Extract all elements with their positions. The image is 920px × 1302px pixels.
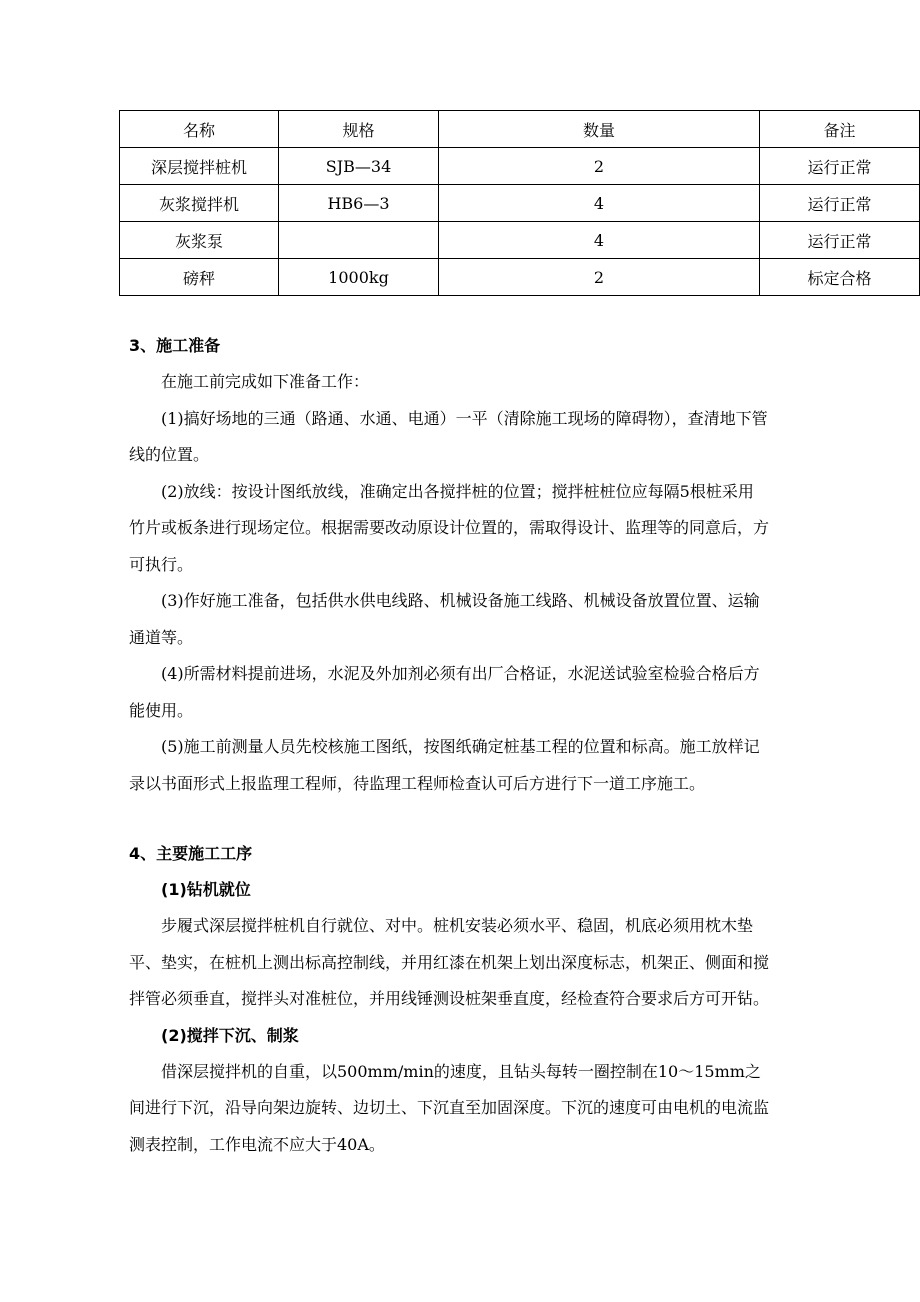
table-row	[120, 148, 920, 185]
cell-spec: 1000kg	[279, 259, 439, 296]
table-row	[120, 259, 920, 296]
step-2-heading: (2)搅拌下沉、制浆	[161, 1025, 299, 1045]
prep-item-3: (3)作好施工准备，包括供水供电线路、机械设备施工线路、机械设备放置位置、运输通道等。	[129, 591, 760, 647]
cell-name: 灰浆泵	[120, 222, 279, 259]
cell-spec: HB6—3	[279, 185, 439, 222]
cell-quantity: 4	[439, 185, 760, 222]
step-2-text: 借深层搅拌机的自重，以500mm/min的速度，且钻头每转一圈控制在10～15mm之间进行下沉，沿导向架边旋转、边切土、下沉直至加固深度。下沉的速度可由电机的电流监测表控制，工作电流不应大于40A。	[129, 1061, 770, 1154]
equipment-table	[119, 110, 920, 296]
section-4-heading: 4、主要施工工序	[129, 844, 253, 863]
section-3-heading: 3、施工准备	[129, 336, 221, 355]
table-row	[120, 185, 920, 222]
header-name: 名称	[120, 111, 279, 148]
cell-remark: 运行正常	[760, 222, 920, 259]
cell-quantity: 2	[439, 259, 760, 296]
cell-spec: SJB—34	[279, 148, 439, 185]
section-3-intro: 在施工前完成如下准备工作：	[161, 372, 370, 391]
step-1-heading: (1)钻机就位	[161, 880, 251, 899]
prep-item-1: (1)搞好场地的三通（路通、水通、电通）一平（清除施工现场的障碍物），查清地下管线的位置。	[129, 408, 768, 464]
step-1-text: 步履式深层搅拌桩机自行就位、对中。桩机安装必须水平、稳固，机底必须用枕木垫平、垫实，在桩机上测出标高控制线，并用红漆在机架上划出深度标志，机架正、侧面和搅拌管必须垂直，搅拌头对准桩位，并用线锤测设桩架垂直度，经检查符合要求后方可开钻。	[129, 916, 770, 1008]
cell-name: 磅秤	[120, 259, 279, 296]
cell-quantity: 4	[439, 222, 760, 259]
cell-name: 灰浆搅拌机	[120, 185, 279, 222]
prep-item-2: (2)放线：按设计图纸放线，准确定出各搅拌桩的位置；搅拌桩桩位应每隔5根桩采用竹片或板条进行现场定位。根据需要改动原设计位置的，需取得设计、监理等的同意后，方可执行。	[129, 481, 770, 574]
header-spec: 规格	[279, 111, 439, 148]
prep-item-5: (5)施工前测量人员先校核施工图纸，按图纸确定桩基工程的位置和标高。施工放样记录以书面形式上报监理工程师，待监理工程师检查认可后方进行下一道工序施工。	[129, 737, 760, 793]
header-quantity: 数量	[439, 111, 760, 148]
cell-remark: 标定合格	[760, 259, 920, 296]
prep-item-4: (4)所需材料提前进场，水泥及外加剂必须有出厂合格证，水泥送试验室检验合格后方能使用。	[129, 664, 760, 720]
cell-remark: 运行正常	[760, 148, 920, 185]
cell-name: 深层搅拌桩机	[120, 148, 279, 185]
cell-quantity: 2	[439, 148, 760, 185]
table-header-row	[120, 111, 920, 148]
table-row	[120, 222, 920, 259]
cell-remark: 运行正常	[760, 185, 920, 222]
header-remark: 备注	[760, 111, 920, 148]
section-3	[129, 328, 769, 802]
cell-spec	[279, 222, 439, 259]
section-4	[129, 836, 769, 1163]
